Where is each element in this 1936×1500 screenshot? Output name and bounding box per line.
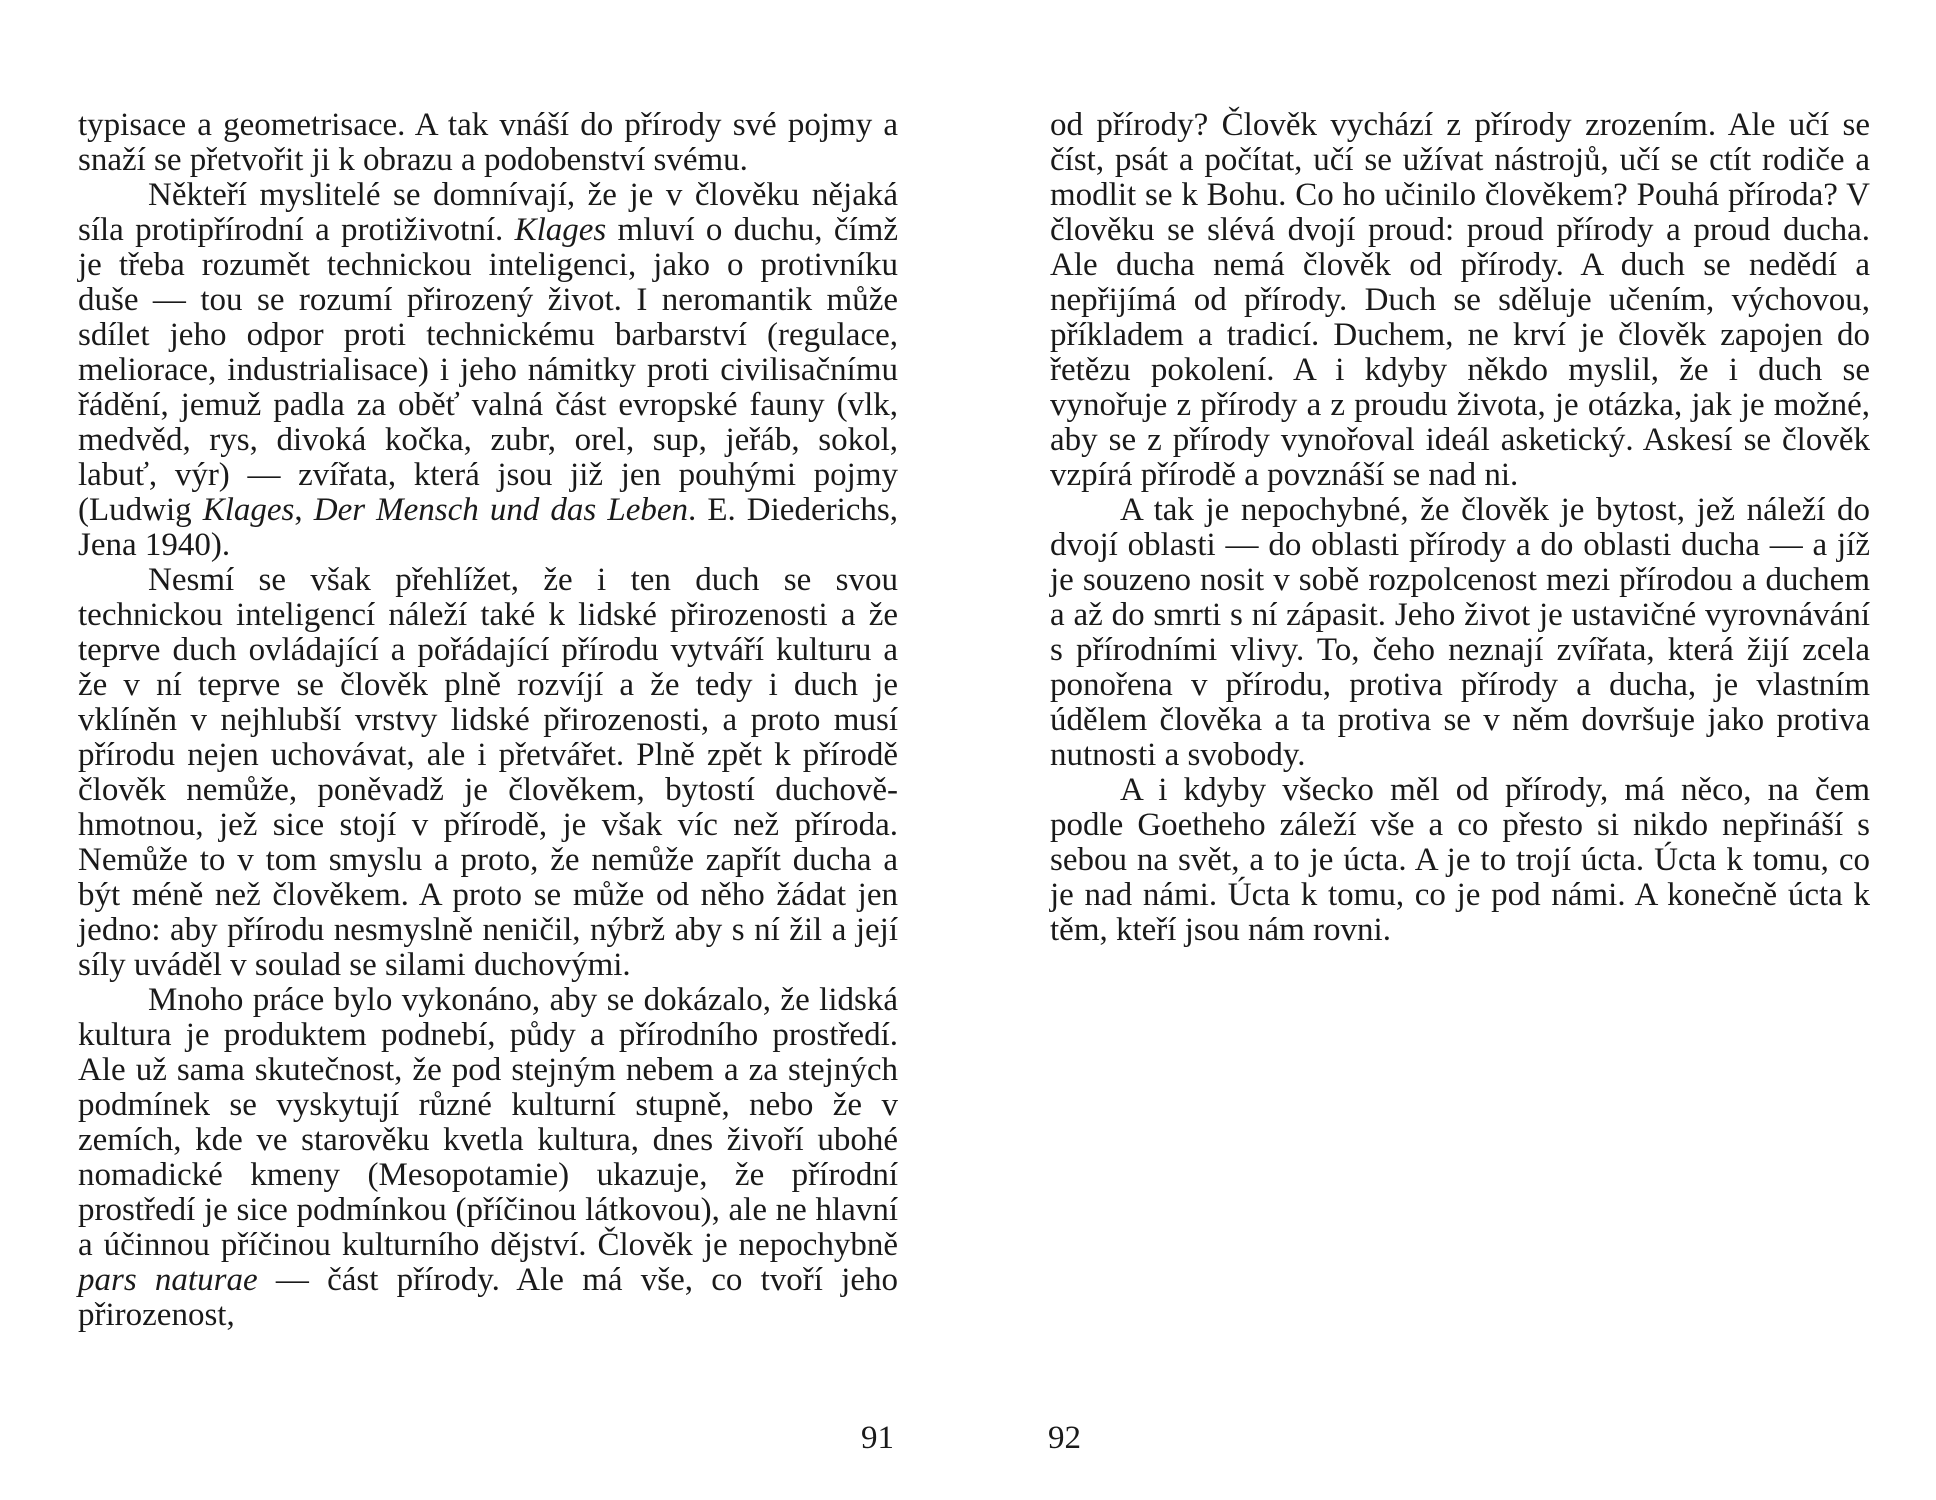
right-page xyxy=(1050,108,1870,948)
left-paragraph-3: Nesmí se však přehlížet, že i ten duch se svou technickou inteligencí náleží také k lidské přirozenosti a že teprve duch ovládající a pořádající přírodu vytváří kulturu a že v ní teprve se člověk plně rozvíjí a že tedy i duch je vklíněn v nejhlubší vrstvy lidské přirozenosti, a proto musí přírodu nejen uchovávat, ale i přetvářet. Plně zpět k přírodě člověk nemůže, poněvadž je člověkem, bytostí duchově-hmotnou, jež sice stojí v přírodě, je však víc než příroda. Nemůže to v tom smyslu a proto, že nemůže zapřít ducha a být méně než člověkem. A proto se může od něho žádat jen jedno: aby přírodu nesmyslně neničil, nýbrž aby s ní žil a její síly uváděl v soulad se silami duchovými. xyxy=(78,562,898,983)
page-number-right: 92 xyxy=(1048,1420,1081,1456)
left-paragraph-1: typisace a geometrisace. A tak vnáší do přírody své pojmy a snaží se přetvořit ji k obrazu a podobenství svému. xyxy=(78,107,898,178)
right-paragraph-3: A i kdyby všecko měl od přírody, má něco, na čem podle Goetheho záleží vše a co přesto si nikdo nepřináší s sebou na svět, a to je úcta. A je to trojí úcta. Úcta k tomu, co je nad námi. Úcta k tomu, co je pod námi. A konečně úcta k těm, kteří jsou nám rovni. xyxy=(1050,772,1870,948)
right-paragraph-2: A tak je nepochybné, že člověk je bytost, jež náleží do dvojí oblasti — do oblasti přírody a do oblasti ducha — a jíž je souzeno nosit v sobě rozpolcenost mezi přírodou a duchem a až do smrti s ní zápasit. Jeho život je ustavičné vyrovnávání s přírodními vlivy. To, čeho neznají zvířata, která žijí zcela ponořena v přírodu, protiva přírody a ducha, je vlastním údělem člověka a ta protiva se v něm dovršuje jako protiva nutnosti a svobody. xyxy=(1050,492,1870,773)
page-number-left: 91 xyxy=(861,1420,894,1456)
left-page xyxy=(78,108,898,1333)
left-paragraph-2: Někteří myslitelé se domnívají, že je v člověku nějaká síla protipřírodní a protiživotní. Klages mluví o duchu, čímž je třeba rozumět technickou inteligenci, jako o protivníku duše — tou se rozumí přirozený život. I neromantik může sdílet jeho odpor proti technickému barbarství (regulace, meliorace, industrialisace) i jeho námitky proti civilisačnímu řádění, jemuž padla za oběť valná část evropské fauny (vlk, medvěd, rys, divoká kočka, zubr, orel, sup, jeřáb, sokol, labuť, výr) — zvířata, která jsou již jen pouhými pojmy (Ludwig Klages, Der Mensch und das Leben. E. Diederichs, Jena 1940). xyxy=(78,177,898,563)
left-paragraph-4: Mnoho práce bylo vykonáno, aby se dokázalo, že lidská kultura je produktem podnebí, půdy a přírodního prostředí. Ale už sama skutečnost, že pod stejným nebem a za stejných podmínek se vyskytují různé kulturní stupně, nebo že v zemích, kde ve starověku kvetla kultura, dnes živoří ubohé nomadické kmeny (Mesopotamie) ukazuje, že přírodní prostředí je sice podmínkou (příčinou látkovou), ale ne hlavní a účinnou příčinou kulturního dějství. Člověk je nepochybně pars naturae — část přírody. Ale má vše, co tvoří jeho přirozenost, xyxy=(78,982,899,1333)
right-paragraph-1: od přírody? Člověk vychází z přírody zrozením. Ale učí se číst, psát a počítat, učí se užívat nástrojů, učí se ctít rodiče a modlit se k Bohu. Co ho učinilo člověkem? Pouhá příroda? V člověku se slévá dvojí proud: proud přírody a proud ducha. Ale ducha nemá člověk od přírody. A duch se nedědí a nepřijímá od přírody. Duch se sděluje učením, výchovou, příkladem a tradicí. Duchem, ne krví je člověk zapojen do řetězu pokolení. A i kdyby někdo myslil, že i duch se vynořuje z přírody a z proudu života, je otázka, jak je možné, aby se z přírody vynořoval ideál asketický. Askesí se člověk vzpírá přírodě a povznáší se nad ni. xyxy=(1050,107,1870,493)
